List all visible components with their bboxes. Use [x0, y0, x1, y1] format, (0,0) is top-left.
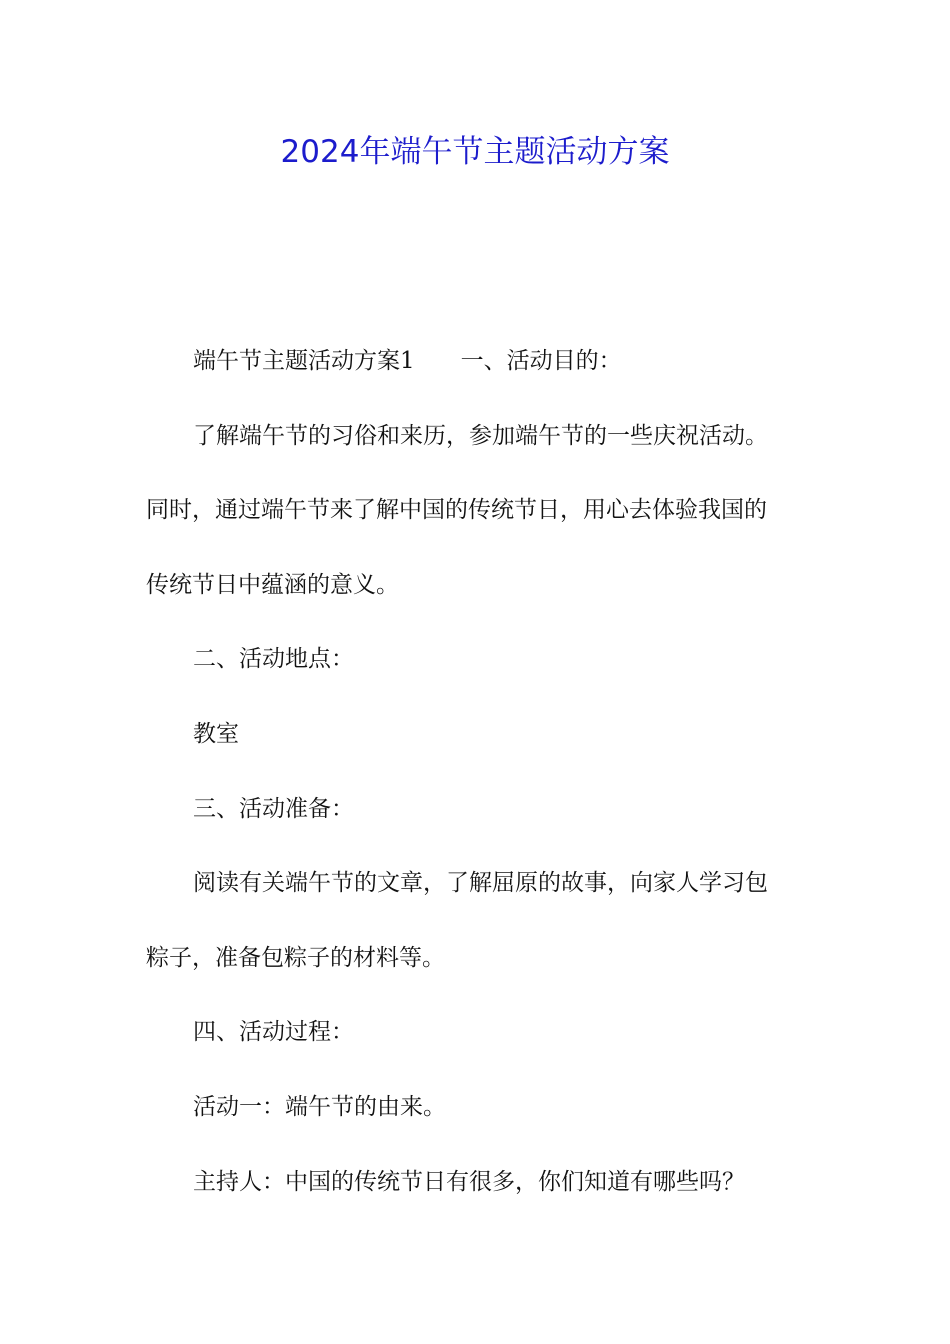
paragraph-line: 阅读有关端午节的文章，了解屈原的故事，向家人学习包 — [193, 870, 768, 897]
section-heading-location: 二、活动地点： — [193, 646, 354, 673]
section-heading-preparation: 三、活动准备： — [193, 795, 354, 822]
document-body — [146, 341, 808, 1236]
section-heading-process: 四、活动过程： — [193, 1019, 354, 1046]
paragraph-line: 粽子，准备包粽子的材料等。 — [146, 944, 445, 971]
paragraph-line: 了解端午节的习俗和来历，参加端午节的一些庆祝活动。 — [193, 422, 768, 449]
section-heading-purpose: 一、活动目的： — [460, 348, 622, 374]
paragraph-line: 活动一：端午节的由来。 — [193, 1093, 446, 1120]
paragraph-line: 同时，通过端午节来了解中国的传统节日，用心去体验我国的 — [146, 497, 767, 524]
paragraph-line: 传统节日中蕴涵的意义。 — [146, 571, 399, 598]
paragraph-line: 主持人：中国的传统节日有很多，你们知道有哪些吗？ — [193, 1168, 745, 1195]
paragraph-line: 教室 — [193, 720, 239, 747]
document-title: 2024年端午节主题活动方案 — [280, 134, 670, 170]
paragraph-line — [146, 341, 808, 416]
section-heading-plan: 端午节主题活动方案1 — [193, 348, 415, 374]
